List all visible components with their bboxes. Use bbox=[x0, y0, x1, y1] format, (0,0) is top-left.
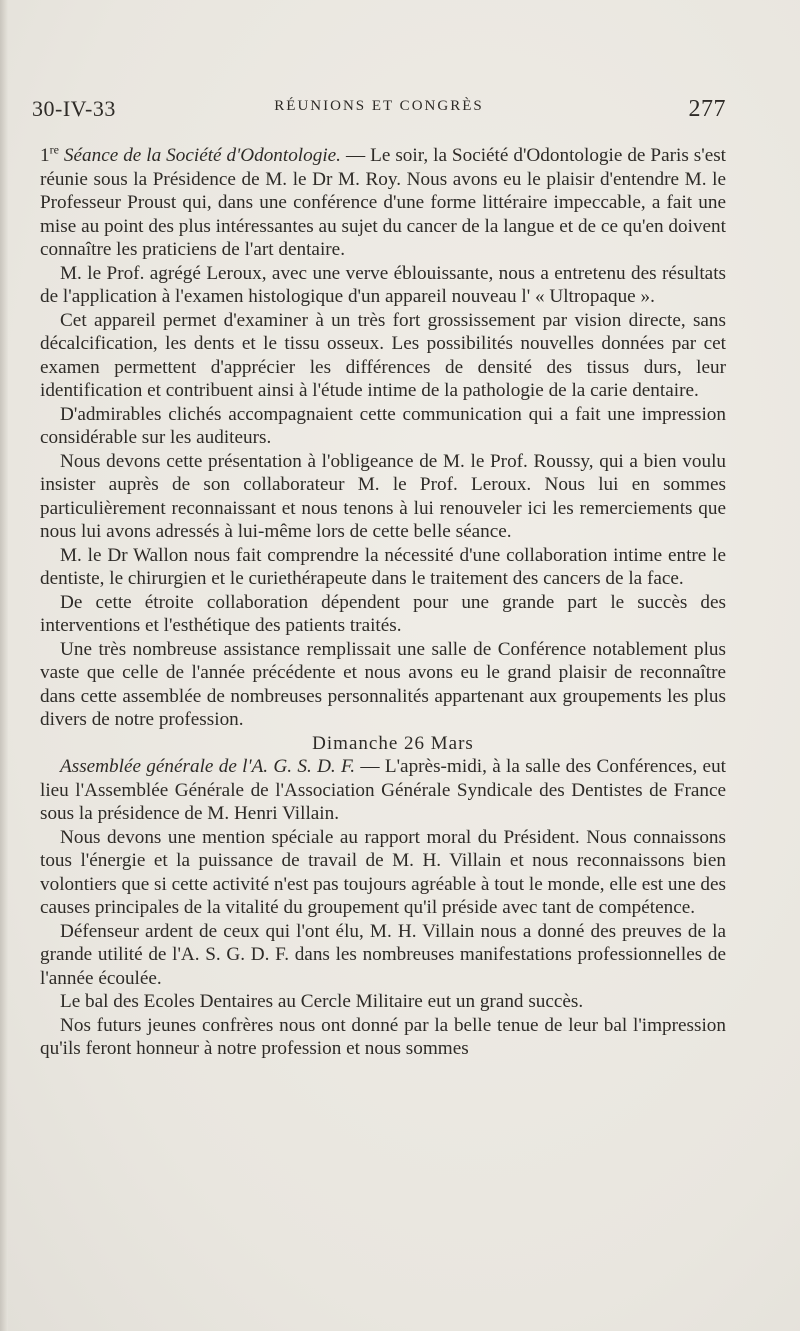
ordinal-number: 1 bbox=[40, 145, 50, 166]
header-date: 30-IV-33 bbox=[32, 96, 116, 121]
paragraph-text: Une très nombreuse assistance remplissait une salle de Conférence notablement plus vaste que celle de l'année précédente et nous avons eu le grand plaisir de reconnaître dans cette assemblée de nombreuses personnalités appartenant aux groupements les plus divers de notre profession. bbox=[40, 638, 726, 730]
section-heading: Dimanche 26 Mars bbox=[312, 732, 474, 754]
page-number: 277 bbox=[688, 96, 726, 122]
paragraph bbox=[40, 920, 726, 991]
paragraph-text: Défenseur ardent de ceux qui l'ont élu, M. H. Villain nous a donné des preuves de la grande utilité de l'A. S. G. D. F. dans les nombreuses manifestations professionnelles de l'année écoulée. bbox=[40, 920, 726, 989]
paragraph bbox=[40, 591, 726, 638]
paragraph bbox=[40, 309, 726, 403]
paragraph-text: Cet appareil permet d'examiner à un très fort grossissement par vision directe, sans décalcification, les dents et le tissu osseux. Les possibilités nouvelles données par cet examen permettent d'apprécier les différences de densité des tissus durs, leur identification et contribuent ainsi à l'étude intime de la pathologie de la carie dentaire. bbox=[40, 309, 726, 401]
paragraph-text: M. le Dr Wallon nous fait comprendre la nécessité d'une collaboration intime entre le dentiste, le chirurgien et le curiethérapeute dans le traitement des cancers de la face. bbox=[40, 544, 726, 589]
paragraph-text: De cette étroite collaboration dépendent pour une grande part le succès des interventions et l'esthétique des patients traités. bbox=[40, 591, 726, 636]
paragraph bbox=[40, 262, 726, 309]
paragraph-lead: Séance de la Société d'Odontologie. bbox=[58, 145, 341, 166]
paragraph-lead: Assemblée générale de l'A. G. S. D. F. bbox=[60, 756, 356, 777]
paragraph bbox=[40, 144, 726, 262]
paragraph bbox=[40, 638, 726, 732]
paragraph-text: Nos futurs jeunes confrères nous ont donné par la belle tenue de leur bal l'impression qu'ils feront honneur à notre profession et nous sommes bbox=[40, 1014, 726, 1059]
paragraph-text: D'admirables clichés accompagnaient cette communication qui a fait une impression considérable sur les auditeurs. bbox=[40, 403, 726, 448]
paragraph-text: — Le soir, la Société d'Odontologie de Paris s'est réunie sous la Présidence de M. le Dr M. Roy. Nous avons eu le plaisir d'entendre M. le Professeur Proust qui, dans une conférence d'une forme littéraire impeccable, a fait une mise au point des plus intéressantes au sujet du cancer de la langue et de ce qu'en doivent connaître les praticiens de l'art dentaire. bbox=[40, 145, 727, 260]
paragraph-text: Nous devons cette présentation à l'obligeance de M. le Prof. Roussy, qui a bien voulu insister auprès de son collaborateur M. le Prof. Leroux. Nous lui en sommes particulièrement reconnaissant et nous tenons à lui renouveler ici les remerciements que nous lui avons adressés à lui-même lors de cette belle séance. bbox=[40, 450, 726, 542]
ordinal-suffix: re bbox=[49, 142, 59, 157]
article-body bbox=[40, 144, 726, 1061]
paragraph bbox=[40, 990, 726, 1014]
running-header bbox=[32, 96, 726, 126]
paragraph bbox=[40, 544, 726, 591]
paragraph bbox=[40, 403, 726, 450]
paragraph bbox=[40, 755, 726, 826]
paragraph-text: — L'après-midi, à la salle des Conférences, eut lieu l'Assemblée Générale de l'Association Générale Syndicale des Dentistes de France sous la présidence de M. Henri Villain. bbox=[40, 756, 726, 824]
paragraph bbox=[40, 826, 726, 920]
paragraph-text: M. le Prof. agrégé Leroux, avec une verve éblouissante, nous a entretenu des résultats de l'application à l'examen histologique d'un appareil nouveau l' « Ultropaque ». bbox=[40, 262, 726, 307]
paragraph-text: Nous devons une mention spéciale au rapport moral du Président. Nous connaissons tous l'énergie et la puissance de travail de M. H. Villain et nous reconnaissons bien volontiers que si cette activité n'est pas toujours agréable à tout le monde, elle est une des causes principales de la vitalité du groupement qu'il préside avec tant de compétence. bbox=[40, 826, 726, 918]
paragraph bbox=[40, 1014, 726, 1061]
page-edge bbox=[0, 0, 8, 1331]
header-title: RÉUNIONS ET CONGRÈS bbox=[274, 98, 484, 114]
paragraph-text: Le bal des Ecoles Dentaires au Cercle Militaire eut un grand succès. bbox=[60, 991, 584, 1012]
paragraph bbox=[40, 450, 726, 544]
